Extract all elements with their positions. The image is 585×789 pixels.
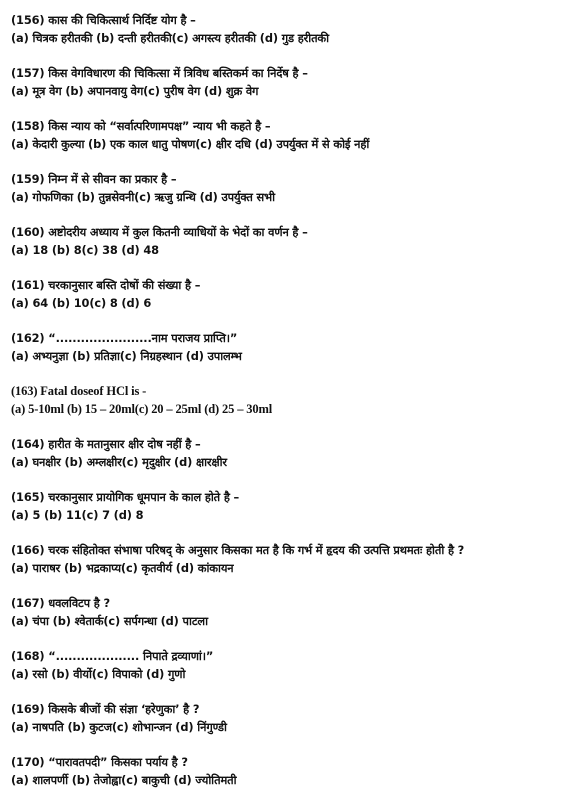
question-text: (162) “.......................नाम पराजय प्राप्ति।” bbox=[11, 331, 238, 345]
question-text: (165) चरकानुसार प्रायोगिक धूमपान के काल होते है – bbox=[11, 490, 240, 504]
question-162 bbox=[11, 329, 575, 365]
question-164 bbox=[11, 435, 575, 471]
question-161 bbox=[11, 276, 575, 312]
options-text: (a) 64 (b) 10(c) 8 (d) 6 bbox=[11, 296, 152, 310]
question-169 bbox=[11, 700, 575, 736]
options-text: (a) मूत्र वेग (b) अपानवायु वेग(c) पुरीष वेग (d) शुक्र वेग bbox=[11, 84, 259, 98]
question-159 bbox=[11, 170, 575, 206]
question-163 bbox=[11, 382, 575, 418]
question-text: (160) अष्टोदरीय अध्याय में कुल कितनी व्याधियों के भेदों का वर्णन है – bbox=[11, 225, 308, 239]
question-text: (157) किस वेगविधारण की चिकित्सा में त्रिविध बस्तिकर्म का निर्देष है – bbox=[11, 66, 308, 80]
options-text: (a) 18 (b) 8(c) 38 (d) 48 bbox=[11, 243, 159, 257]
question-text: (169) किसके बीजों की संज्ञा ‘हरेणुका’ है ? bbox=[11, 702, 200, 716]
question-165 bbox=[11, 488, 575, 524]
question-160 bbox=[11, 223, 575, 259]
options-text: (a) घनक्षीर (b) अम्लक्षीर(c) मृदुक्षीर (d) क्षारक्षीर bbox=[11, 455, 227, 469]
question-168 bbox=[11, 647, 575, 683]
options-text: (a) चंपा (b) श्वेतार्क(c) सर्पगन्धा (d) पाटला bbox=[11, 614, 208, 628]
options-text: (a) पाराषर (b) भद्रकाप्य(c) कृतवीर्य (d) कांकायन bbox=[11, 561, 234, 575]
options-text: (a) चित्रक हरीतकी (b) दन्ती हरीतकी(c) अगस्त्य हरीतकी (d) गुड हरीतकी bbox=[11, 31, 329, 45]
question-170 bbox=[11, 753, 575, 789]
question-166 bbox=[11, 541, 575, 577]
options-text: (a) अभ्यनुज्ञा (b) प्रतिज्ञा(c) निग्रहस्थान (d) उपालम्भ bbox=[11, 349, 242, 363]
question-text: (159) निम्न में से सीवन का प्रकार है – bbox=[11, 172, 177, 186]
question-text: (166) चरक संहितोक्त संभाषा परिषद् के अनुसार किसका मत है कि गर्भ में हृदय की उत्पत्ति प्रथमतः होती है ? bbox=[11, 543, 465, 557]
question-156 bbox=[11, 11, 575, 47]
question-text: (164) हारीत के मतानुसार क्षीर दोष नहीं है – bbox=[11, 437, 201, 451]
question-157 bbox=[11, 64, 575, 100]
options-text: (a) शालपर्णी (b) तेजोह्वा(c) बाकुची (d) ज्योतिमती bbox=[11, 773, 237, 787]
options-text: (a) रसो (b) वीर्यो(c) विपाको (d) गुणो bbox=[11, 667, 186, 681]
options-text: (a) 5 (b) 11(c) 7 (d) 8 bbox=[11, 508, 144, 522]
options-text: (a) 5-10ml (b) 15 – 20ml(c) 20 – 25ml (d) 25 – 30ml bbox=[11, 402, 273, 416]
question-167 bbox=[11, 594, 575, 630]
question-text: (158) किस न्याय को “सर्वात्परिणामपक्ष” न्याय भी कहते है – bbox=[11, 119, 271, 133]
question-text: (168) “.................... निपाते द्रव्याणां।” bbox=[11, 649, 214, 663]
options-text: (a) केदारी कुल्या (b) एक काल धातु पोषण(c) क्षीर दधि (d) उपर्युक्त में से कोई नहीं bbox=[11, 137, 370, 151]
options-text: (a) नाषपति (b) कुटज(c) शोभान्जन (d) निंगुण्डी bbox=[11, 720, 227, 734]
question-text: (167) धवलविटप है ? bbox=[11, 596, 110, 610]
options-text: (a) गोफणिका (b) तुन्नसेवनी(c) ऋजु ग्रन्थि (d) उपर्युक्त सभी bbox=[11, 190, 275, 204]
question-text: (161) चरकानुसार बस्ति दोषों की संख्या है – bbox=[11, 278, 201, 292]
question-text: (156) कास की चिकित्सार्थ निर्दिष्ट योग है – bbox=[11, 13, 196, 27]
question-158 bbox=[11, 117, 575, 153]
question-text: (170) “पारावतपदी” किसका पर्याय है ? bbox=[11, 755, 188, 769]
question-text: (163) Fatal doseof HCl is - bbox=[11, 384, 147, 398]
